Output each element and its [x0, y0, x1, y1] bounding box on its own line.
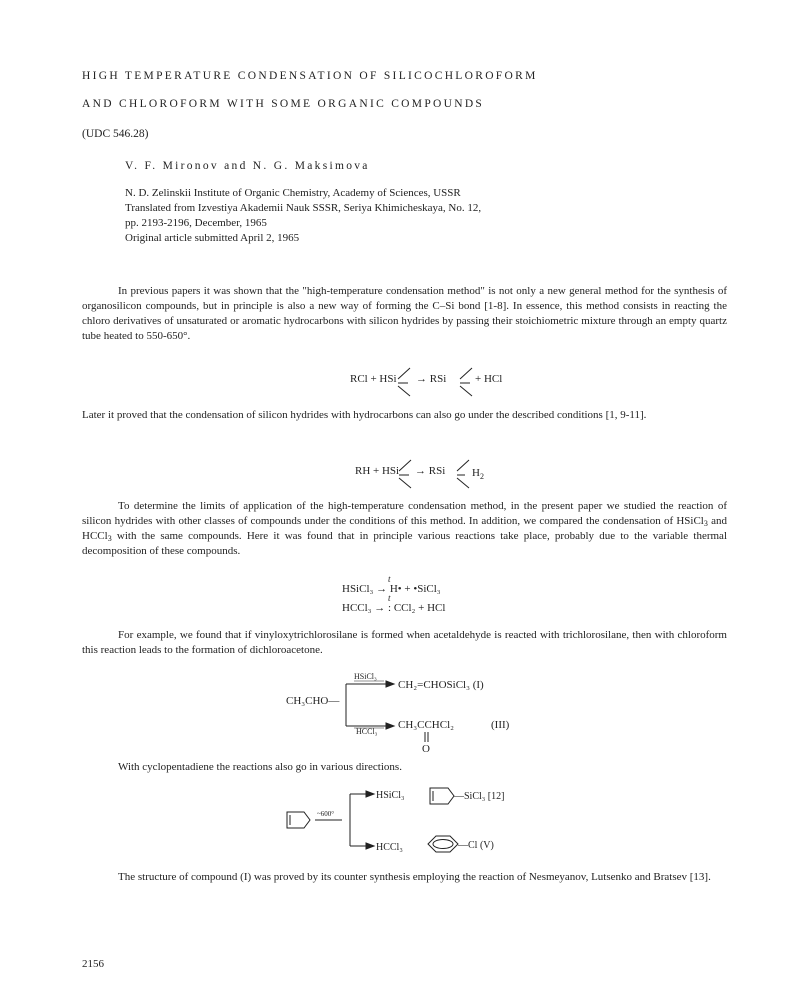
page-number: 2156	[82, 958, 104, 970]
equation-condensation-rh	[355, 454, 505, 494]
eq1-left: RCl + HSi	[350, 373, 397, 385]
eq2-right: H	[472, 467, 480, 479]
eq1-mid: → RSi	[416, 373, 447, 385]
eq4-lower-label: (III)	[491, 719, 510, 731]
affiliation-line-3: pp. 2193-2196, December, 1965	[125, 217, 267, 229]
eq4-lower-reagent: HCCl₃	[356, 727, 378, 736]
eq1-right: + HCl	[475, 373, 503, 385]
equation-cyclopentadiene	[282, 786, 542, 856]
eq5-upper-reagent: HSiCl₃	[376, 790, 405, 801]
eq5-upper-product: —SiCl₃ [12]	[454, 791, 505, 802]
cyclopentene-ring-icon	[430, 788, 454, 804]
affiliation-line-1: N. D. Zelinskii Institute of Organic Chemistry, Academy of Sciences, USSR	[125, 187, 461, 199]
udc-code: (UDC 546.28)	[82, 128, 149, 140]
eq2-mid: → RSi	[415, 465, 446, 477]
eq4-upper-product: CH₂=CHOSiCl₃ (I)	[398, 679, 484, 691]
title-line-1: HIGH TEMPERATURE CONDENSATION OF SILICOCHLOROFORM	[82, 70, 538, 82]
eq4-lower-product: CH₃CCHCl₂	[398, 719, 454, 731]
eq3-line2: HCCl₃ → : CCl₂ + HCl	[342, 602, 446, 614]
eq2-left: RH + HSi	[355, 465, 400, 477]
title-line-2: AND CHLOROFORM WITH SOME ORGANIC COMPOUNDS	[82, 98, 485, 110]
affiliation-line-2: Translated from Izvestiya Akademii Nauk SSSR, Seriya Khimicheskaya, No. 12,	[125, 202, 482, 214]
eq3-t-upper: t	[388, 574, 391, 584]
eq5-lower-reagent: HCCl₃	[376, 842, 403, 853]
paragraph-acetaldehyde: For example, we found that if vinyloxytrichlorosilane is formed when acetaldehyde is reacted with trichlorosilane, then with chloroform this reaction leads to the formation of dichloroacetone.	[82, 629, 727, 656]
eq4-reactant: CH₃CHO—	[286, 695, 340, 707]
eq5-condition: ~600°	[317, 810, 335, 818]
paragraph-intro: In previous papers it was shown that the "high-temperature condensation method" is not only a new general method for the synthesis of organosilicon compounds, but in principle is also a new way of forming the C–Si bond [1-8]. In essence, this method consists in reacting the chloro derivatives of unsaturated or aromatic hydrocarbons with silicon hydrides by passing their stoichiometric mixture through an empty quartz tube heated to 550-650°.	[82, 285, 727, 342]
eq2-right-sub: 2	[480, 472, 484, 481]
equation-condensation-rcl	[350, 362, 520, 402]
affiliation-line-4: Original article submitted April 2, 1965	[125, 232, 300, 244]
eq3-line1: HSiCl₃ → H• + •SiCl₃	[342, 583, 441, 595]
authors: V. F. Mironov and N. G. Maksimova	[125, 160, 370, 172]
eq5-lower-product: —Cl (V)	[458, 840, 494, 851]
paragraph-structure-proof: The structure of compound (I) was proved by its counter synthesis employing the reaction of Nesmeyanov, Lutsenko and Bratsev [13].	[118, 871, 711, 883]
eq4-upper-reagent: HSiCl₃	[354, 672, 377, 681]
paragraph-hydrocarbons: Later it proved that the condensation of silicon hydrides with hydrocarbons can also go under the described conditions [1, 9-11].	[82, 409, 647, 421]
eq3-t-lower: t	[388, 593, 391, 603]
eq4-oxygen: O	[422, 743, 430, 755]
paragraph-cyclopentadiene: With cyclopentadiene the reactions also go in various directions.	[118, 761, 402, 773]
equation-acetaldehyde	[286, 670, 546, 760]
paragraph-limits: To determine the limits of application of the high-temperature condensation method, in the present paper we studied the reaction of silicon hydrides with other classes of compounds under the conditions of this method. In addition, we compared the condensation of HSiCl$_3$ and HCCl$_3$ with the same compounds. Here it was found that in principle various reactions take place, probably due to the variable thermal decomposition of these compounds.	[82, 500, 727, 557]
equation-thermal-decomposition	[342, 575, 482, 615]
